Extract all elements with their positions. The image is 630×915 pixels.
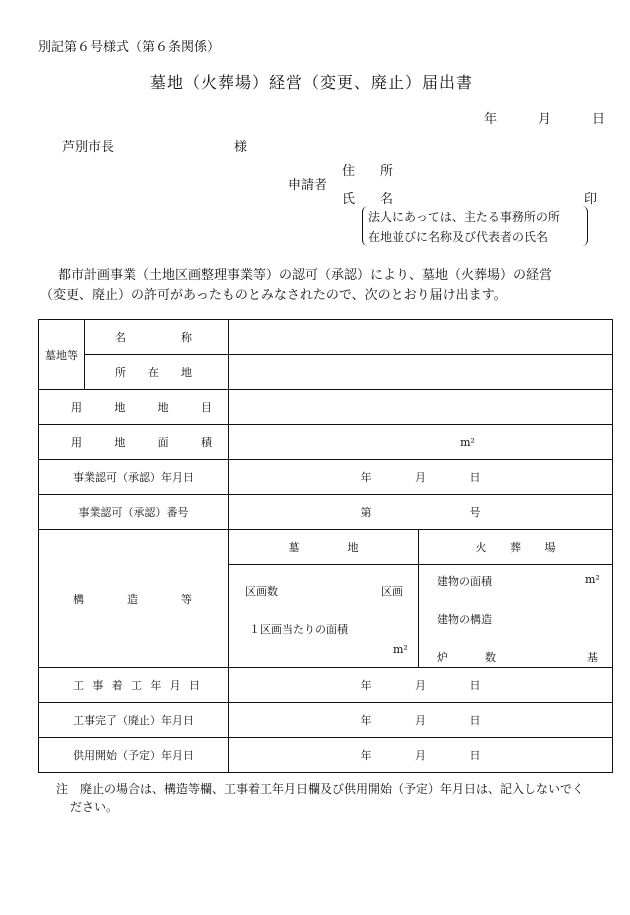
location-label-3: 地 (181, 366, 192, 379)
land-area-1: 用 (71, 436, 82, 449)
number-prefix: 第 (360, 506, 372, 519)
approval-date-label: 事業認可（承認）年月日 (39, 460, 229, 495)
form-number: 別記第６号様式（第６条関係） (38, 40, 221, 55)
day-label: 日 (469, 749, 481, 762)
approval-number-value-cell[interactable] (229, 495, 613, 530)
name-value-cell[interactable] (229, 320, 613, 355)
structure-label-1: 構 (73, 592, 84, 606)
construction-done-label: 工事完了（廃止）年月日 (39, 703, 229, 738)
note-line-2: ださい。 (70, 800, 119, 814)
location-value-cell[interactable] (229, 355, 613, 390)
construction-start-6: 月 (169, 679, 181, 692)
service-start-label: 供用開始（予定）年月日 (39, 738, 229, 773)
land-category-1: 用 (71, 401, 82, 414)
building-area-label: 建物の面積 (437, 575, 492, 588)
table-row (39, 530, 613, 565)
crematorium-header-2: 葬 (510, 541, 521, 554)
cemetery-structure-cell[interactable] (229, 565, 419, 668)
land-area-2: 地 (114, 436, 126, 449)
construction-start-value-cell[interactable] (229, 668, 613, 703)
table-row (39, 668, 613, 703)
construction-start-1: 工 (73, 679, 84, 692)
month-label: 月 (415, 714, 426, 727)
addressee-sama: 様 (234, 140, 248, 155)
year-label: 年 (360, 679, 372, 692)
table-row (39, 703, 613, 738)
location-label-1: 所 (115, 366, 126, 379)
furnace-label-2: 数 (485, 651, 496, 664)
structure-label-2: 造 (127, 592, 138, 606)
number-suffix: 号 (469, 506, 481, 519)
note-line-1: 注 廃止の場合は、構造等欄、工事着工年月日欄及び供用開始（予定）年月日は、記入しないでく (56, 782, 585, 796)
date-day: 日 (592, 112, 606, 127)
date-year: 年 (484, 112, 498, 127)
table-row (39, 390, 613, 425)
corporation-note-line-1: 法人にあっては、主たる事務所の所 (368, 210, 560, 224)
year-label: 年 (360, 471, 372, 484)
furnace-unit: 基 (587, 651, 598, 664)
corporation-note-line-2: 在地並びに名称及び代表者の氏名 (368, 230, 549, 244)
table-row (39, 425, 613, 460)
month-label: 月 (415, 471, 426, 484)
cemetery-header-1: 墓 (288, 541, 300, 554)
construction-start-5: 年 (150, 679, 162, 692)
applicant-label: 申請者 (288, 178, 328, 193)
approval-date-value-cell[interactable] (229, 460, 613, 495)
land-category-value-cell[interactable] (229, 390, 613, 425)
furnace-label-1: 炉 (437, 651, 448, 664)
construction-start-7: 日 (188, 679, 200, 692)
document-title: 墓地（火葬場）経営（変更、廃止）届出書 (150, 73, 474, 92)
building-structure-label: 建物の構造 (437, 613, 492, 626)
plots-unit: 区画 (381, 585, 403, 598)
name-label: 氏 名 (342, 192, 400, 207)
land-category-4: 目 (200, 401, 212, 414)
land-category-2: 地 (114, 401, 126, 414)
day-label: 日 (469, 679, 481, 692)
month-label: 月 (415, 749, 426, 762)
cemetery-group-label: 墓地等 (39, 320, 85, 390)
addressee-mayor: 芦別市長 (62, 140, 115, 155)
date-month: 月 (538, 112, 552, 127)
land-area-3: 面 (157, 436, 169, 449)
land-area-4: 積 (200, 436, 212, 449)
crematorium-header-3: 場 (544, 541, 556, 554)
per-plot-area-unit: m² (393, 643, 408, 656)
service-start-value-cell[interactable] (229, 738, 613, 773)
building-area-unit: m² (585, 573, 600, 586)
construction-done-value-cell[interactable] (229, 703, 613, 738)
table-row (39, 355, 613, 390)
land-area-unit: m² (460, 435, 475, 449)
address-label: 住 所 (342, 164, 400, 179)
day-label: 日 (469, 471, 481, 484)
notification-table (38, 319, 613, 773)
day-label: 日 (469, 714, 481, 727)
approval-number-label: 事業認可（承認）番号 (39, 495, 229, 530)
table-row (39, 460, 613, 495)
body-text-line-1: 都市計画事業（土地区画整理事業等）の認可（承認）により、墓地（火葬場）の経営 (58, 268, 553, 283)
construction-start-2: 事 (92, 679, 104, 692)
seal-mark: 印 (584, 192, 598, 207)
land-category-3: 地 (157, 401, 169, 414)
month-label: 月 (415, 679, 426, 692)
construction-start-4: 工 (130, 679, 142, 692)
structure-label-3: 等 (181, 592, 192, 606)
crematorium-structure-cell[interactable] (419, 565, 613, 668)
per-plot-area-label: １区画当たりの面積 (249, 623, 348, 636)
cemetery-header-2: 地 (347, 541, 359, 554)
construction-start-3: 着 (111, 679, 123, 692)
land-area-value-cell[interactable] (229, 425, 613, 460)
year-label: 年 (360, 749, 372, 762)
name-label-1: 名 (115, 331, 126, 344)
name-label-2: 称 (181, 331, 192, 344)
plots-label: 区画数 (245, 585, 278, 598)
year-label: 年 (360, 714, 372, 727)
table-row (39, 495, 613, 530)
location-label-2: 在 (148, 366, 159, 379)
table-row (39, 320, 613, 355)
table-row (39, 738, 613, 773)
body-text-line-2: （変更、廃止）の許可があったものとみなされたので、次のとおり届け出ます。 (40, 288, 507, 303)
crematorium-header-1: 火 (475, 541, 487, 554)
